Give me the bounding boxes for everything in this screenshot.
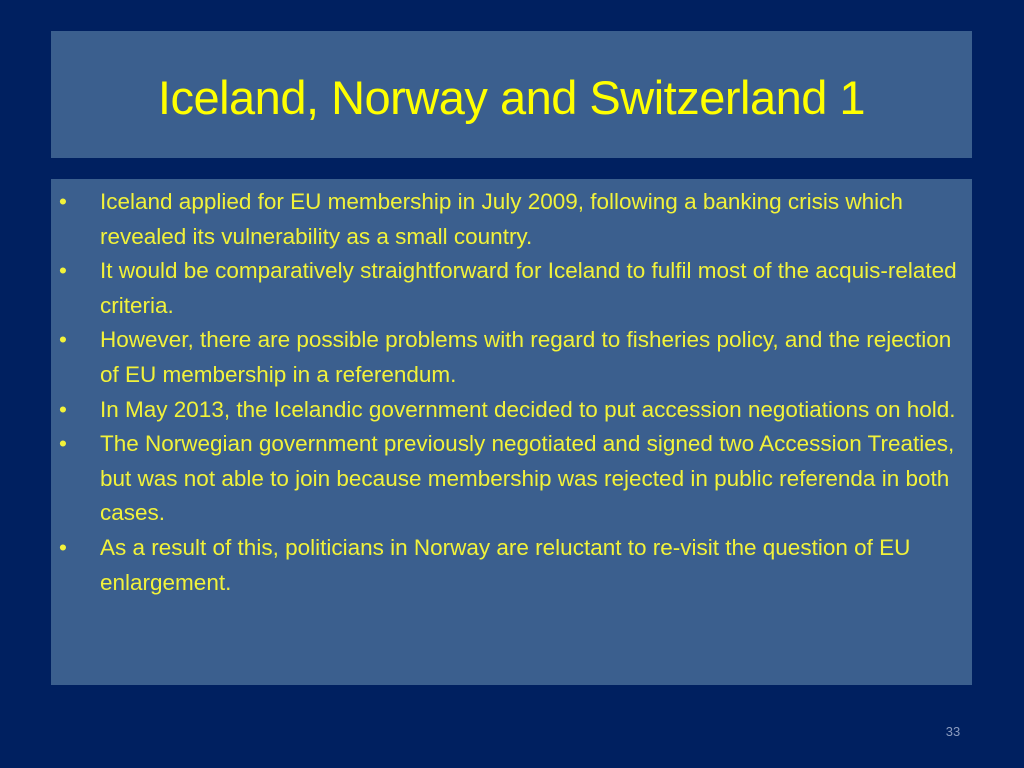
list-item <box>51 531 972 600</box>
bullet-text: It would be comparatively straightforward for Iceland to fulfil most of the acquis-related criteria. <box>100 258 957 318</box>
slide-title: Iceland, Norway and Switzerland 1 <box>157 71 866 124</box>
bullet-text: Iceland applied for EU membership in July 2009, following a banking crisis which revealed its vulnerability as a small country. <box>100 189 903 249</box>
bullet-icon: • <box>59 396 67 422</box>
list-item <box>51 323 972 392</box>
bullet-text: In May 2013, the Icelandic government decided to put accession negotiations on hold. <box>100 396 956 422</box>
bullet-text: As a result of this, politicians in Norway are reluctant to re-visit the question of EU enlargement. <box>100 534 911 595</box>
bullet-icon: • <box>59 534 67 560</box>
list-item <box>51 254 972 323</box>
bullet-icon: • <box>59 327 67 353</box>
title-panel <box>51 31 972 158</box>
bullet-text: The Norwegian government previously negotiated and signed two Accession Treaties, but was not able to join because membership was rejected in public referenda in both cases. <box>100 431 955 526</box>
bullet-text: However, there are possible problems with regard to fisheries policy, and the rejection of EU membership in a referendum. <box>100 327 952 387</box>
list-item <box>51 185 972 254</box>
list-item <box>51 393 972 428</box>
bullet-list <box>51 185 972 600</box>
bullet-icon: • <box>59 431 67 457</box>
content-panel <box>51 179 972 685</box>
page-number: 33 <box>945 724 961 739</box>
bullet-icon: • <box>59 258 67 284</box>
bullet-icon: • <box>59 189 67 214</box>
list-item <box>51 427 972 531</box>
